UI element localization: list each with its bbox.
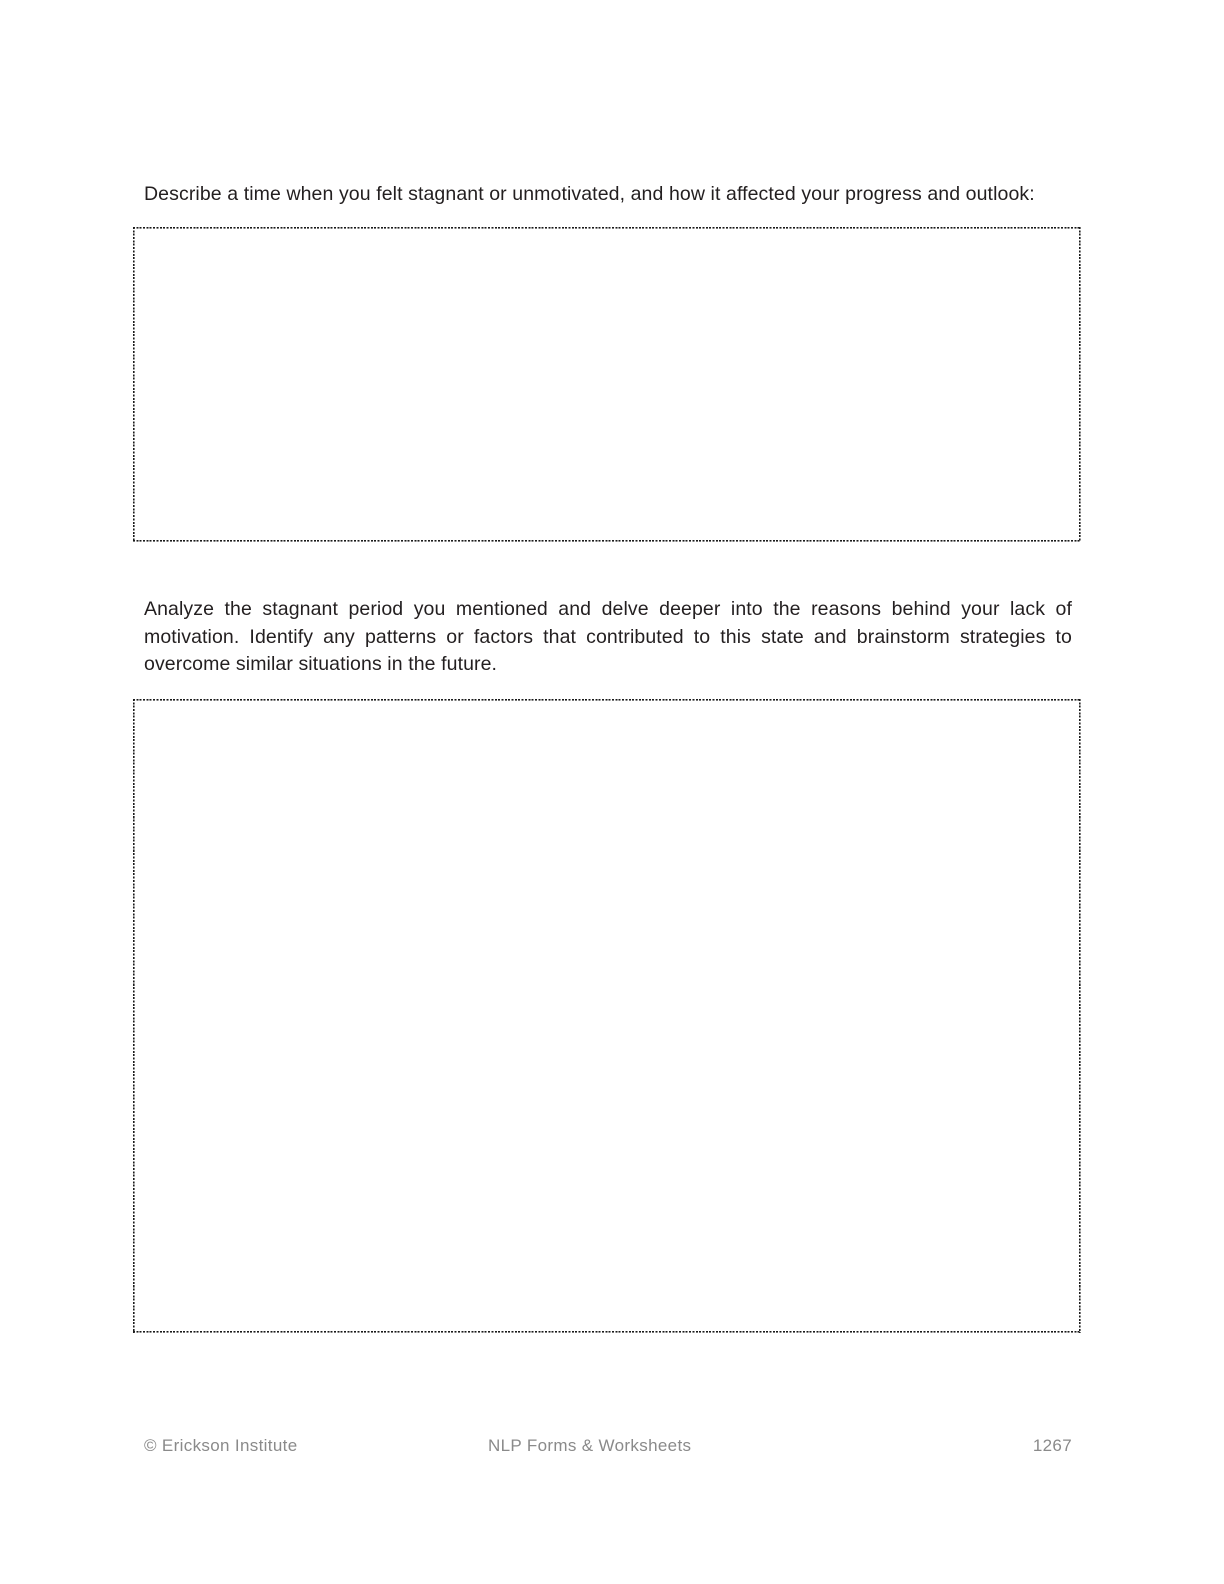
answer-box-one[interactable] [133,227,1081,542]
footer-page-number: 1267 [1032,1436,1072,1455]
page-footer [144,1436,1072,1460]
question-one-text: Describe a time when you felt stagnant or unmotivated, and how it affected your progress and outlook: [144,183,1035,205]
question-two-text: Analyze the stagnant period you mentioned and delve deeper into the reasons behind your lack of motivation. Identify any patterns or factors that contributed to this state and brainstorm strategies to overcome similar situations in the future. [144,598,1072,675]
question-two-block [144,596,1072,679]
answer-box-two[interactable] [133,699,1081,1333]
footer-copyright: © Erickson Institute [144,1436,298,1455]
question-one-block [144,181,1072,209]
footer-title: NLP Forms & Worksheets [488,1436,692,1455]
